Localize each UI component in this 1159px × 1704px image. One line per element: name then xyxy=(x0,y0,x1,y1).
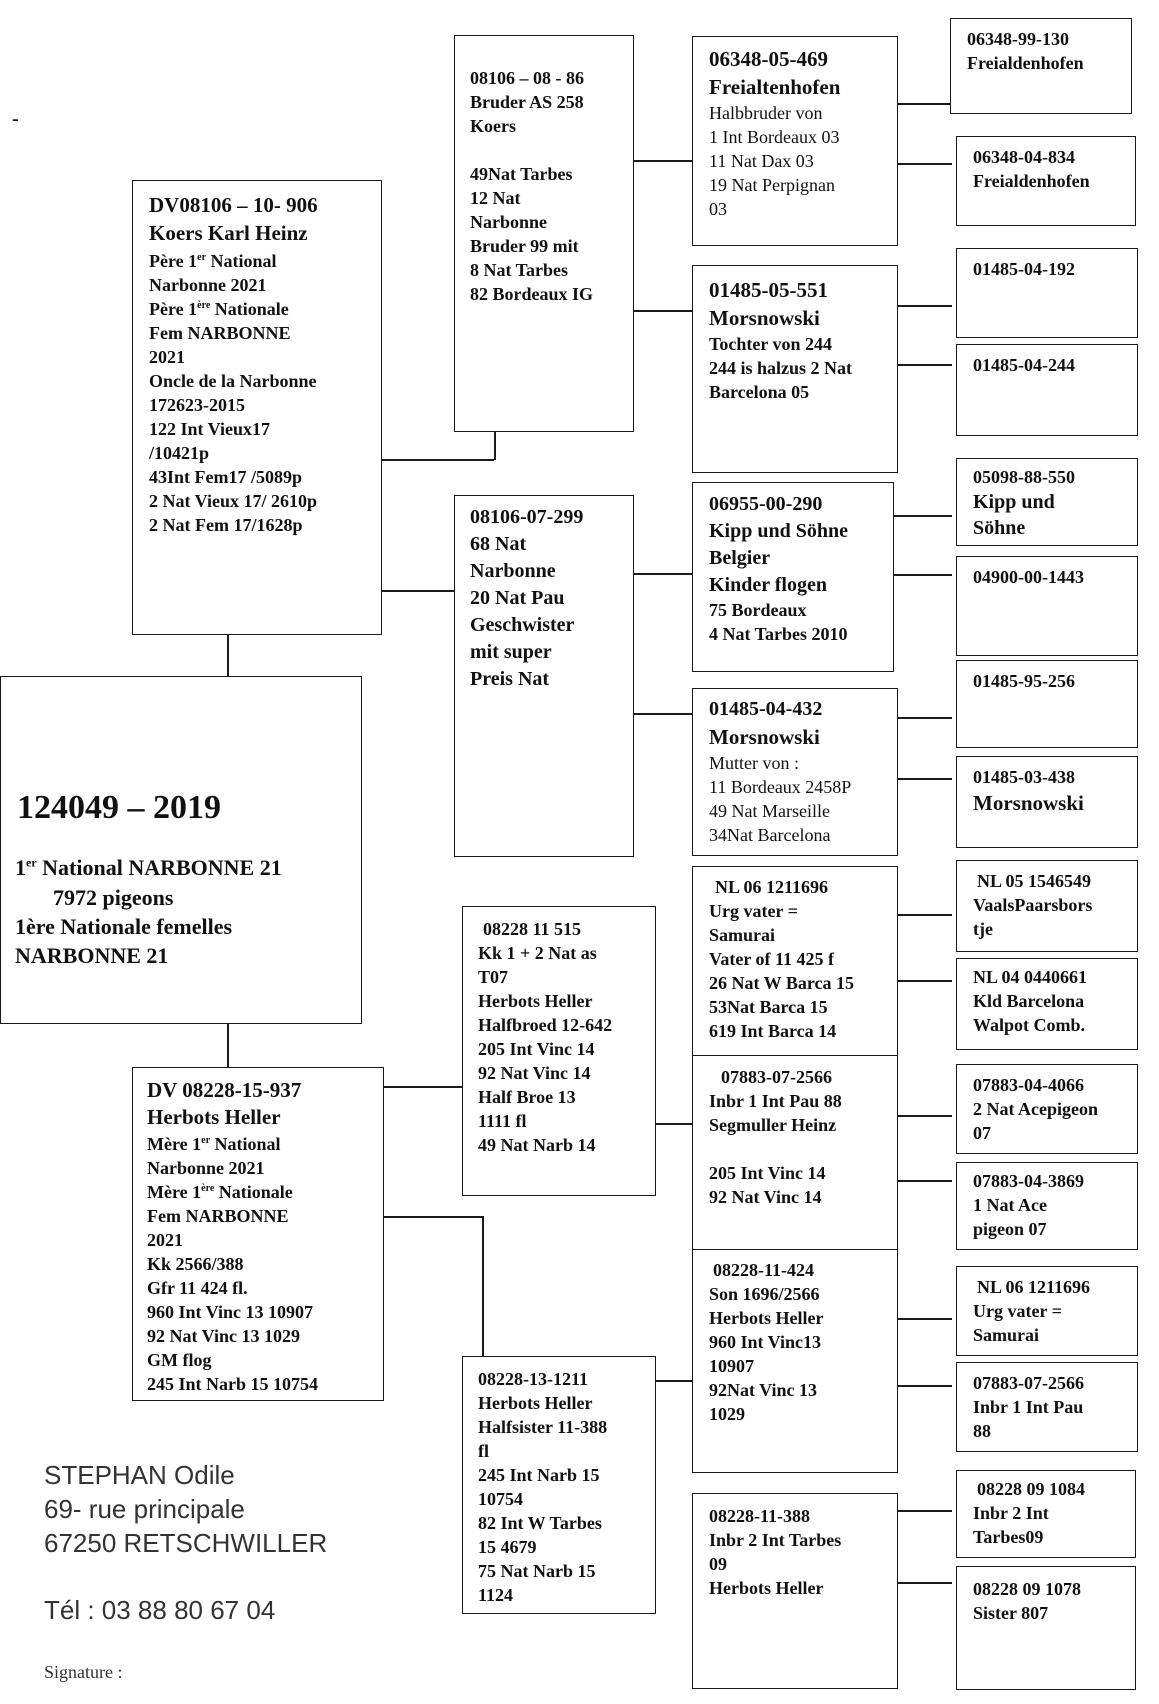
g1-line: 19 Nat Perpignan xyxy=(709,175,835,195)
mm-line: fl xyxy=(478,1441,489,1461)
gg6-box xyxy=(956,556,1138,656)
connector xyxy=(382,459,494,461)
gg1-line: Freialdenhofen xyxy=(967,53,1084,73)
gg8-box xyxy=(956,756,1138,848)
g1-ring: 06348-05-469 xyxy=(709,47,828,71)
g3-line: Kinder flogen xyxy=(709,574,827,596)
g8-line: 08228-11-388 xyxy=(709,1506,810,1526)
g5-line: NL 06 1211696 xyxy=(715,877,829,897)
g7-line: Son 1696/2566 xyxy=(709,1284,820,1304)
mf-line: Halfbroed 12-642 xyxy=(478,1015,613,1035)
connector xyxy=(227,634,229,676)
mf-line: 49 Nat Narb 14 xyxy=(478,1135,596,1155)
gg10-box xyxy=(956,958,1138,1050)
mm-line: 82 Int W Tarbes xyxy=(478,1513,602,1533)
g4-box xyxy=(692,688,898,856)
ff-line: 08106 – 08 - 86 xyxy=(470,68,584,88)
gg7-line: 01485-95-256 xyxy=(973,671,1075,691)
mother-line: 960 Int Vinc 13 10907 xyxy=(147,1302,314,1322)
fm-line: mit super xyxy=(470,641,552,663)
father-line: 122 Int Vieux17 xyxy=(149,419,271,439)
fm-line: 08106-07-299 xyxy=(470,506,584,528)
connector xyxy=(634,160,692,162)
grandparent-ff-box xyxy=(454,35,634,432)
gg3-box xyxy=(956,248,1138,338)
g4-line: 49 Nat Marseille xyxy=(709,801,830,821)
ff-line: 12 Nat xyxy=(470,188,521,208)
gg13-line: Urg vater = xyxy=(973,1301,1062,1321)
connector xyxy=(898,980,952,982)
gg7-box xyxy=(956,660,1138,748)
main-title-4: NARBONNE 21 xyxy=(15,943,169,968)
father-line: /10421p xyxy=(149,443,210,463)
connector xyxy=(374,590,454,592)
g2-line: 244 is halzus 2 Nat xyxy=(709,358,853,378)
connector xyxy=(898,103,952,105)
father-line: 2 Nat Fem 17/1628p xyxy=(149,515,303,535)
grandparent-mf-box xyxy=(462,906,656,1196)
mother-line: Fem NARBONNE xyxy=(147,1206,289,1226)
mother-line: GM flog xyxy=(147,1350,212,1370)
father-line: 43Int Fem17 /5089p xyxy=(149,467,302,487)
gg6-line: 04900-00-1443 xyxy=(973,567,1084,587)
father-line: Narbonne 2021 xyxy=(149,275,267,295)
main-title-2: 7972 pigeons xyxy=(53,885,174,910)
gg8-line: 01485-03-438 xyxy=(973,767,1075,787)
mother-line: Narbonne 2021 xyxy=(147,1158,265,1178)
mother-box xyxy=(132,1067,384,1401)
g1-line: Halbbruder von xyxy=(709,103,823,123)
g3-box xyxy=(692,482,894,672)
gg4-box xyxy=(956,344,1138,436)
main-title-3: 1ère Nationale femelles xyxy=(15,914,233,939)
mother-line: Kk 2566/388 xyxy=(147,1254,244,1274)
gg14-box xyxy=(956,1362,1138,1452)
mother-line: Gfr 11 424 fl. xyxy=(147,1278,248,1298)
connector xyxy=(227,1023,229,1067)
gg15-box xyxy=(956,1470,1136,1558)
ff-line: Bruder AS 258 xyxy=(470,92,584,112)
g1-line: 1 Int Bordeaux 03 xyxy=(709,127,840,147)
connector xyxy=(898,1180,952,1182)
connector xyxy=(898,1385,952,1387)
connector xyxy=(494,431,496,460)
gg16-line: 08228 09 1078 xyxy=(973,1579,1081,1599)
gg1-box xyxy=(950,18,1132,114)
father-line: Oncle de la Narbonne xyxy=(149,371,317,391)
mother-name: Herbots Heller xyxy=(147,1105,281,1129)
g6-line: Inbr 1 Int Pau 88 xyxy=(709,1091,842,1111)
g8-line: Inbr 2 Int Tarbes xyxy=(709,1530,842,1550)
g2-ring: 01485-05-551 xyxy=(709,278,828,302)
gg10-line: Walpot Comb. xyxy=(973,1015,1086,1035)
mother-line: 2021 xyxy=(147,1230,183,1250)
g8-line: Herbots Heller xyxy=(709,1578,824,1598)
mm-line: 75 Nat Narb 15 xyxy=(478,1561,596,1581)
gg13-line: NL 06 1211696 xyxy=(977,1277,1091,1297)
gg13-box xyxy=(956,1266,1138,1356)
g3-line: 75 Bordeaux xyxy=(709,600,807,620)
mm-line: 1124 xyxy=(478,1585,514,1605)
g2-line: Tochter von 244 xyxy=(709,334,833,354)
connector xyxy=(898,778,952,780)
g2-line: Barcelona 05 xyxy=(709,382,810,402)
g5-line: 26 Nat W Barca 15 xyxy=(709,973,855,993)
father-ring: DV08106 – 10- 906 xyxy=(149,193,318,217)
connector xyxy=(898,1582,952,1584)
g6-line: 92 Nat Vinc 14 xyxy=(709,1187,822,1207)
owner-street: 69- rue principale xyxy=(44,1494,245,1524)
g6-box xyxy=(692,1055,898,1250)
gg12-line: 1 Nat Ace xyxy=(973,1195,1047,1215)
ff-line: 8 Nat Tarbes xyxy=(470,260,569,280)
g2-name: Morsnowski xyxy=(709,306,820,330)
g4-line: Mutter von : xyxy=(709,753,799,773)
gg11-line: 07883-04-4066 xyxy=(973,1075,1084,1095)
mother-line: 92 Nat Vinc 13 1029 xyxy=(147,1326,300,1346)
g8-line: 09 xyxy=(709,1554,727,1574)
gg5-line: Söhne xyxy=(973,517,1026,539)
mother-line: 245 Int Narb 15 10754 xyxy=(147,1374,319,1394)
ff-line: Bruder 99 mit xyxy=(470,236,579,256)
gg15-line: Inbr 2 Int xyxy=(973,1503,1049,1523)
connector xyxy=(898,1115,952,1117)
gg5-line: Kipp und xyxy=(973,491,1055,513)
g2-box xyxy=(692,265,898,473)
g4-name: Morsnowski xyxy=(709,725,820,749)
g7-line: 10907 xyxy=(709,1356,754,1376)
g4-line: 11 Bordeaux 2458P xyxy=(709,777,852,797)
connector xyxy=(634,573,692,575)
g3-ring: 06955-00-290 xyxy=(709,493,823,515)
gg1-line: 06348-99-130 xyxy=(967,29,1069,49)
g6-line: 07883-07-2566 xyxy=(721,1067,832,1087)
mf-line: 1111 fl xyxy=(478,1111,527,1131)
mm-line: 10754 xyxy=(478,1489,523,1509)
ff-line: 82 Bordeaux IG xyxy=(470,284,594,304)
connector xyxy=(656,1380,692,1382)
g7-line: 92Nat Vinc 13 xyxy=(709,1380,817,1400)
gg15-line: 08228 09 1084 xyxy=(977,1479,1085,1499)
father-line: Fem NARBONNE xyxy=(149,323,291,343)
gg16-line: Sister 807 xyxy=(973,1603,1049,1623)
father-line: Père 1ère Nationale xyxy=(149,299,289,319)
main-ring-number: 124049 – 2019 xyxy=(17,789,221,826)
mm-line: Halfsister 11-388 xyxy=(478,1417,608,1437)
connector xyxy=(634,310,692,312)
connector xyxy=(898,305,952,307)
connector xyxy=(482,1216,484,1356)
gg9-line: NL 05 1546549 xyxy=(977,871,1092,891)
gg8-line: Morsnowski xyxy=(973,791,1084,815)
g6-line: Segmuller Heinz xyxy=(709,1115,837,1135)
main-title-1: 1er National NARBONNE 21 xyxy=(15,855,282,880)
ff-line: 49Nat Tarbes xyxy=(470,164,573,184)
mf-line: Kk 1 + 2 Nat as xyxy=(478,943,597,963)
mf-line: 08228 11 515 xyxy=(483,919,582,939)
g1-line: 03 xyxy=(709,199,727,219)
g7-line: 960 Int Vinc13 xyxy=(709,1332,822,1352)
gg5-box xyxy=(956,458,1138,546)
gg3-line: 01485-04-192 xyxy=(973,259,1075,279)
connector xyxy=(898,163,952,165)
g6-line: 205 Int Vinc 14 xyxy=(709,1163,826,1183)
mf-line: 92 Nat Vinc 14 xyxy=(478,1063,591,1083)
mother-ring: DV 08228-15-937 xyxy=(147,1078,302,1102)
g5-line: 619 Int Barca 14 xyxy=(709,1021,837,1041)
gg10-line: NL 04 0440661 xyxy=(973,967,1088,987)
fm-line: Preis Nat xyxy=(470,668,550,690)
father-line: 172623-2015 xyxy=(149,395,245,415)
gg12-line: pigeon 07 xyxy=(973,1219,1047,1239)
gg14-line: Inbr 1 Int Pau xyxy=(973,1397,1084,1417)
father-box xyxy=(132,180,382,635)
connector xyxy=(898,1318,952,1320)
fm-line: 20 Nat Pau xyxy=(470,587,565,609)
father-name: Koers Karl Heinz xyxy=(149,221,308,245)
gg11-box xyxy=(956,1064,1138,1154)
connector xyxy=(898,1510,952,1512)
fm-line: 68 Nat xyxy=(470,533,527,555)
mm-line: Herbots Heller xyxy=(478,1393,593,1413)
g3-line: Kipp und Söhne xyxy=(709,520,848,542)
gg10-line: Kld Barcelona xyxy=(973,991,1085,1011)
connector xyxy=(894,515,952,517)
g1-line: 11 Nat Dax 03 xyxy=(709,151,814,171)
fm-line: Narbonne xyxy=(470,560,556,582)
gg4-line: 01485-04-244 xyxy=(973,355,1075,375)
gg12-box xyxy=(956,1162,1138,1250)
mm-line: 08228-13-1211 xyxy=(478,1369,588,1389)
fm-line: Geschwister xyxy=(470,614,575,636)
ff-line: Koers xyxy=(470,116,516,136)
gg2-line: Freialdenhofen xyxy=(973,171,1090,191)
gg16-box xyxy=(956,1566,1136,1690)
g5-line: 53Nat Barca 15 xyxy=(709,997,828,1017)
g5-box xyxy=(692,866,898,1056)
mf-line: Half Broe 13 xyxy=(478,1087,576,1107)
gg13-line: Samurai xyxy=(973,1325,1040,1345)
g4-ring: 01485-04-432 xyxy=(709,698,823,720)
g5-line: Urg vater = xyxy=(709,901,798,921)
father-line: 2021 xyxy=(149,347,185,367)
owner-phone: Tél : 03 88 80 67 04 xyxy=(44,1595,276,1625)
g7-line: Herbots Heller xyxy=(709,1308,824,1328)
father-line: Père 1er National xyxy=(149,251,277,271)
signature-label: Signature : xyxy=(44,1662,123,1682)
gg2-line: 06348-04-834 xyxy=(973,147,1075,167)
owner-city: 67250 RETSCHWILLER xyxy=(44,1528,328,1558)
main-pigeon-box xyxy=(0,676,362,1024)
g7-line: 08228-11-424 xyxy=(713,1260,814,1280)
grandparent-mm-box xyxy=(462,1356,656,1614)
mf-line: 205 Int Vinc 14 xyxy=(478,1039,595,1059)
gg14-line: 88 xyxy=(973,1421,991,1441)
grandparent-fm-box xyxy=(454,495,634,857)
connector xyxy=(898,914,952,916)
mm-line: 15 4679 xyxy=(478,1537,537,1557)
connector xyxy=(384,1086,462,1088)
connector xyxy=(894,574,952,576)
connector xyxy=(634,713,692,715)
gg2-box xyxy=(956,136,1136,226)
g3-line: 4 Nat Tarbes 2010 xyxy=(709,624,848,644)
g5-line: Samurai xyxy=(709,925,776,945)
connector xyxy=(384,1216,482,1218)
gg9-box xyxy=(956,860,1138,952)
g5-line: Vater of 11 425 f xyxy=(709,949,834,969)
mother-line: Mère 1er National xyxy=(147,1134,281,1154)
ff-line: Narbonne xyxy=(470,212,548,232)
g7-box xyxy=(692,1249,898,1473)
gg9-line: tje xyxy=(973,919,993,939)
gg15-line: Tarbes09 xyxy=(973,1527,1044,1547)
mother-line: Mère 1ère Nationale xyxy=(147,1182,293,1202)
connector xyxy=(898,364,952,366)
gg14-line: 07883-07-2566 xyxy=(973,1373,1084,1393)
father-line: 2 Nat Vieux 17/ 2610p xyxy=(149,491,318,511)
gg12-line: 07883-04-3869 xyxy=(973,1171,1084,1191)
g3-line: Belgier xyxy=(709,547,771,569)
g1-name: Freialtenhofen xyxy=(709,75,841,99)
g7-line: 1029 xyxy=(709,1404,745,1424)
connector xyxy=(656,1123,692,1125)
mf-line: Herbots Heller xyxy=(478,991,593,1011)
gg5-line: 05098-88-550 xyxy=(973,467,1075,487)
g1-box xyxy=(692,36,898,246)
owner-name: STEPHAN Odile xyxy=(44,1460,235,1490)
connector xyxy=(898,717,952,719)
g8-box xyxy=(692,1493,898,1689)
stray-dash: - xyxy=(12,108,19,130)
gg9-line: VaalsPaarsbors xyxy=(973,895,1093,915)
mm-line: 245 Int Narb 15 xyxy=(478,1465,600,1485)
mf-line: T07 xyxy=(478,967,509,987)
gg11-line: 2 Nat Acepigeon xyxy=(973,1099,1098,1119)
g4-line: 34Nat Barcelona xyxy=(709,825,831,845)
gg11-line: 07 xyxy=(973,1123,991,1143)
